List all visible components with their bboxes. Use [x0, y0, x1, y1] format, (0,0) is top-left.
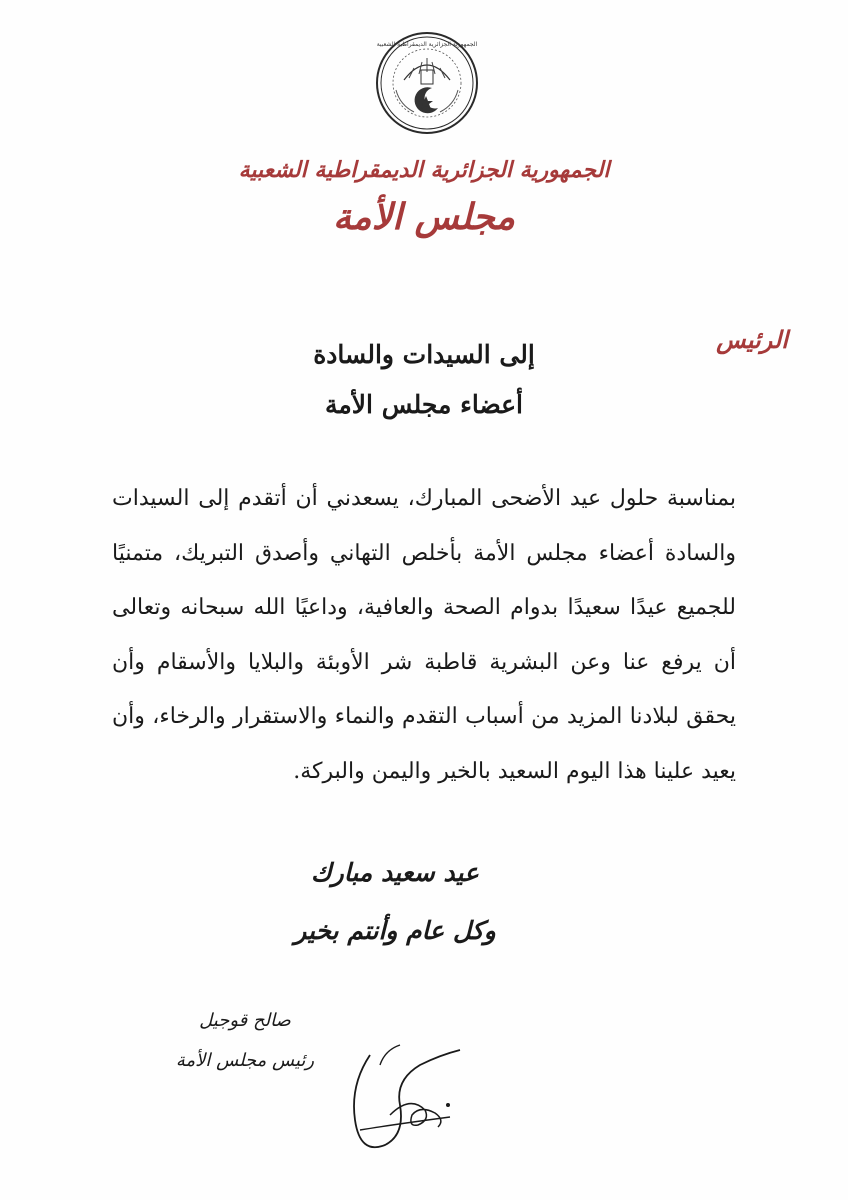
- letter-body: بمناسبة حلول عيد الأضحى المبارك، يسعدني أن أتقدم إلى السيدات والسادة أعضاء مجلس الأمة بأخلص التهاني وأصدق التبريك، متمنيًا للجميع عيدًا سعيدًا بدوام الصحة والعافية، وداعيًا الله سبحانه وتعالى أن يرفع عنا وعن البشرية قاطبة شر الأوبئة والبلايا والأسقام وأن يحقق لبلادنا المزيد من أسباب التقدم والنماء والاستقرار والرخاء، وأن يعيد علينا هذا اليوم السعيد بالخير واليمن والبركة.: [112, 486, 736, 784]
- closing-greeting: عيد سعيد مبارك: [311, 858, 479, 887]
- address-line-1: إلى السيدات والسادة: [313, 340, 535, 369]
- closing-wish: وكل عام وأنتم بخير: [294, 916, 496, 945]
- seal-inscription: الجمهورية الجزائرية الديمقراطية الشعبية: [376, 41, 478, 48]
- republic-heading: الجمهورية الجزائرية الديمقراطية الشعبية: [238, 157, 610, 183]
- state-seal-icon: [374, 30, 480, 136]
- address-line-2: أعضاء مجلس الأمة: [325, 390, 523, 419]
- signatory-title: رئيس مجلس الأمة: [175, 1050, 315, 1071]
- signatory-name: صالح قوجيل: [199, 1010, 291, 1031]
- handwritten-signature-icon: [330, 1025, 480, 1165]
- president-stamp: الرئيس: [716, 325, 788, 354]
- council-heading: مجلس الأمة: [333, 196, 515, 238]
